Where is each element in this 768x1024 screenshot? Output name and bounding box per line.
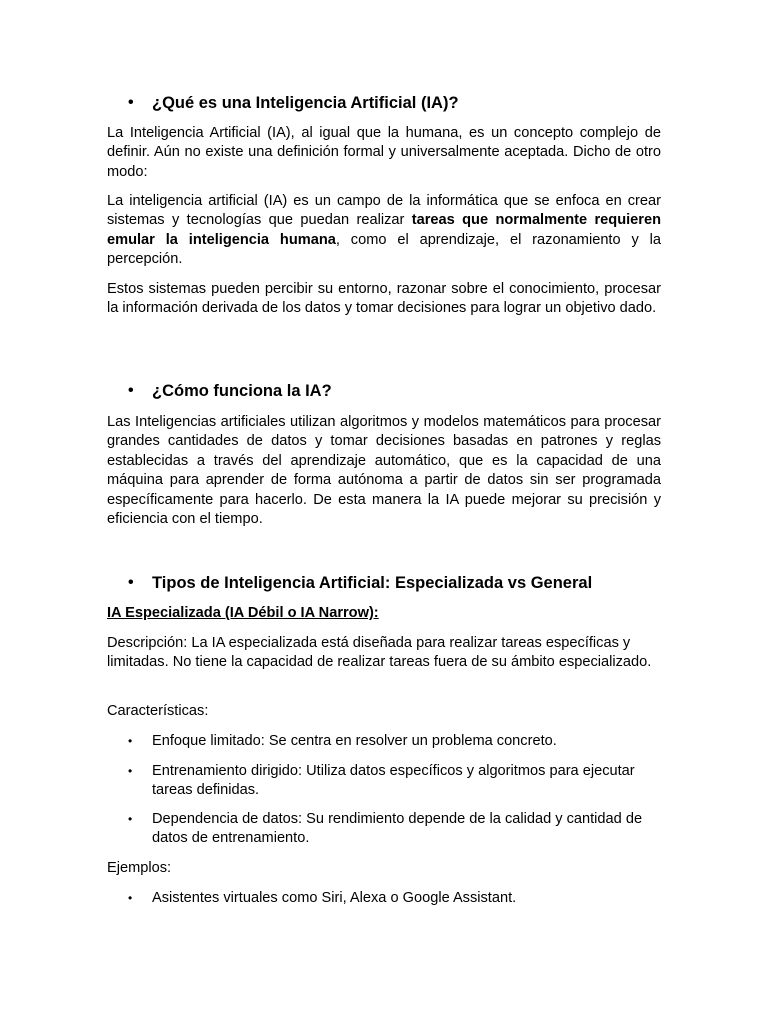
section-heading-how-ai-works: • ¿Cómo funciona la IA? (152, 381, 332, 401)
example-item: • Asistentes virtuales como Siri, Alexa o Google Assistant. (152, 889, 664, 908)
paragraph-definition (107, 192, 661, 270)
subheading-narrow-ai: IA Especializada (IA Débil o IA Narrow): (107, 605, 379, 621)
paragraph-definition-intro: La Inteligencia Artificial (IA), al igual que la humana, es un concepto complejo de definir. Aún no existe una definición formal y universalmente aceptada. Dicho de otro modo: (107, 125, 661, 180)
section-heading-what-is-ai: • ¿Qué es una Inteligencia Artificial (IA)? (152, 93, 459, 113)
paragraph-definition-text-1: La inteligencia artificial (IA) es un campo de la informática que se enfoca en crear sistemas y tecnologías que puedan realizar (107, 193, 661, 229)
features-label: Características: (107, 703, 209, 719)
feature-item: • Dependencia de datos: Su rendimiento depende de la calidad y cantidad de datos de entrenamiento. (152, 810, 664, 849)
paragraph-how-ai-works: Las Inteligencias artificiales utilizan algoritmos y modelos matemáticos para procesar grandes cantidades de datos y tomar decisiones basadas en patrones y reglas establecidas a través del aprendizaje automático, que es la capacidad de una máquina para aprender de forma autónoma a partir de datos sin ser programada específicamente para hacerlo. De esta manera la IA puede mejorar su precisión y eficiencia con el tiempo. (107, 414, 661, 528)
paragraph-definition-bold: tareas que normalmente requieren emular la inteligencia humana (107, 212, 661, 248)
feature-item: • Entrenamiento dirigido: Utiliza datos específicos y algoritmos para ejecutar tareas definidas. (152, 762, 664, 801)
paragraph-definition-text-2: , como el aprendizaje, el razonamiento y la percepción. (107, 231, 661, 268)
paragraph-narrow-ai-description: Descripción: La IA especializada está diseñada para realizar tareas específicas y limitadas. No tiene la capacidad de realizar tareas fuera de su ámbito especializado. (107, 635, 652, 671)
feature-item: • Enfoque limitado: Se centra en resolver un problema concreto. (152, 732, 664, 751)
section-heading-ai-types: • Tipos de Inteligencia Artificial: Especializada vs General (152, 573, 592, 593)
paragraph-systems: Estos sistemas pueden percibir su entorno, razonar sobre el conocimiento, procesar la información derivada de los datos y tomar decisiones para lograr un objetivo dado. (107, 281, 661, 317)
examples-label: Ejemplos: (107, 860, 172, 876)
